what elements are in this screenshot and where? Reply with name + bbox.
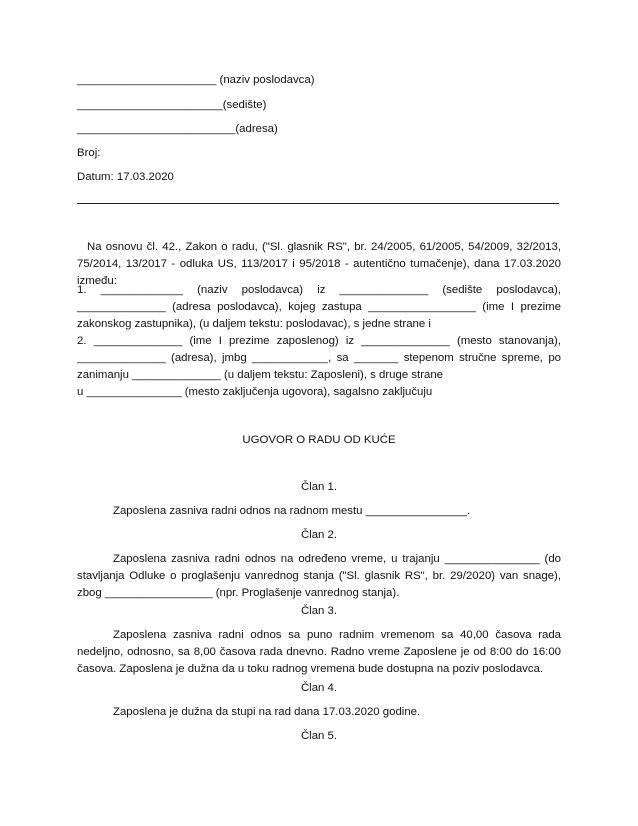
party-employer: 1. _____________ (naziv poslodavca) iz ______________ (sedište poslodavca), ______________ (adresa poslodavca), kojeg zastupa _________________ (ime I prezime zakonskog zastupnika), (u daljem tekstu: poslodavac), s jedne strane i [77,284,561,331]
party-employee: 2. ______________ (ime I prezime zaposlenog) iz ______________ (mesto stanovanja), ______________ (adresa), jmbg ____________, sa _______ stepenom stručne spreme, po zanimanju ______________ (u daljem tekstu: Zaposleni), s druge strane [77,335,561,382]
article-5-heading: Član 5. [300,730,338,742]
article-3-heading: Član 3. [300,605,338,617]
article-3-text: Zaposlena zasniva radni odnos sa puno radnim vremenom sa 40,00 časova rada nedeljno, odnosno, sa 8,00 časova rada dnevno. Radno vreme Zaposlene je od 8:00 do 16:00 časova. Zaposlena je dužna da u toku radnog vremena bude dostupna na poziv poslodavca. [77,629,561,676]
header-divider [77,203,559,204]
document-date: Datum: 17.03.2020 [77,171,174,183]
employer-address-line: _________________________(adresa) [77,123,278,135]
article-1-text: Zaposlena zasniva radni odnos na radnom mestu ________________. [113,505,471,517]
article-2-text: Zaposlena zasniva radni odnos na određeno vreme, u trajanju _______________ (do stavljanja Odluke o proglašenju vanrednog stanja ("Sl. glasnik RS", br. 29/2020) van snage), zbog _________________ (npr. Proglašenje vanrednog stanja). [77,553,561,600]
article-1-heading: Član 1. [300,481,338,493]
article-2-heading: Član 2. [300,529,338,541]
intro-paragraph: Na osnovu čl. 42., Zakon o radu, ("Sl. glasnik RS", br. 24/2005, 61/2005, 54/2009, 32/2013, 75/2014, 13/2017 - odluka US, 113/2017 i 95/2018 - autentično tumačenje), dana 17.03.2020 između: [77,241,561,288]
contract-title: UGOVOR O RADU OD KUĆE [242,434,396,446]
employer-seat-line: _______________________(sedište) [77,99,267,111]
employer-name-line: ______________________ (naziv poslodavca) [77,74,315,86]
article-4-text: Zaposlena je dužna da stupi na rad dana 17.03.2020 godine. [113,706,421,718]
document-number: Broj: [77,147,101,159]
article-4-heading: Član 4. [300,682,338,694]
contract-place: u _______________ (mesto zaključenja ugovora), sagalsno zaključuju [77,386,433,398]
